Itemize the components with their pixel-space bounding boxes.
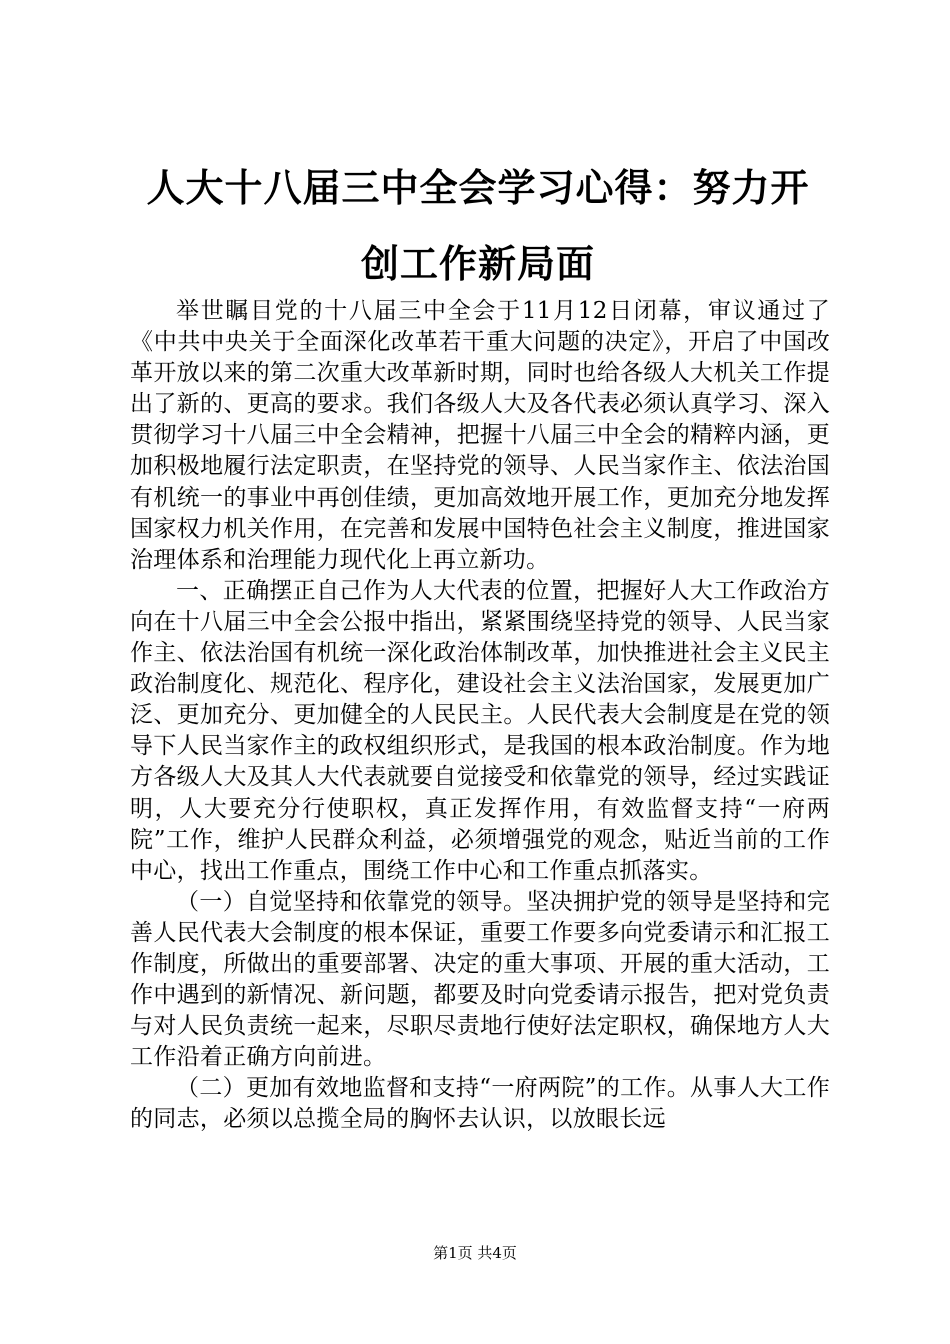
document-body xyxy=(130,296,830,1136)
page-number-footer: 第1页 共4页 xyxy=(433,1244,517,1262)
paragraph-subsection-one: （一）自觉坚持和依靠党的领导。坚决拥护党的领导是坚持和完善人民代表大会制度的根本保证，重要工作要多向党委请示和汇报工作制度，所做出的重要部署、决定的重大事项、开展的重大活动，工作中遇到的新情况、新问题，都要及时向党委请示报告，把对党负责与对人民负责统一起来，尽职尽责地行使好法定职权，确保地方人大工作沿着正确方向前进。 xyxy=(130,888,830,1071)
paragraph-section-one: 一、正确摆正自己作为人大代表的位置，把握好人大工作政治方向在十八届三中全会公报中指出，紧紧围绕坚持党的领导、人民当家作主、依法治国有机统一深化政治体制改革，加快推进社会主义民主政治制度化、规范化、程序化，建设社会主义法治国家，发展更加广泛、更加充分、更加健全的人民民主。人民代表大会制度是在党的领导下人民当家作主的政权组织形式，是我国的根本政治制度。作为地方各级人大及其人大代表就要自觉接受和依靠党的领导，经过实践证明，人大要充分行使职权，真正发挥作用，有效监督支持“一府两院”工作，维护人民群众利益，必须增强党的观念，贴近当前的工作中心，找出工作重点，围绕工作中心和工作重点抓落实。 xyxy=(130,577,830,884)
document-title: 人大十八届三中全会学习心得：努力开创工作新局面 xyxy=(146,165,810,286)
paragraph-subsection-two: （二）更加有效地监督和支持“一府两院”的工作。从事人大工作的同志，必须以总揽全局的胸怀去认识，以放眼长远 xyxy=(130,1075,830,1133)
paragraph-intro: 举世瞩目党的十八届三中全会于11月12日闭幕，审议通过了《中共中央关于全面深化改革若干重大问题的决定》，开启了中国改革开放以来的第二次重大改革新时期，同时也给各级人大机关工作提出了新的、更高的要求。我们各级人大及各代表必须认真学习、深入贯彻学习十八届三中全会精神，把握十八届三中全会的精粹内涵，更加积极地履行法定职责，在坚持党的领导、人民当家作主、依法治国有机统一的事业中再创佳绩，更加高效地开展工作，更加充分地发挥国家权力机关作用，在完善和发展中国特色社会主义制度，推进国家治理体系和治理能力现代化上再立新功。 xyxy=(130,298,830,573)
